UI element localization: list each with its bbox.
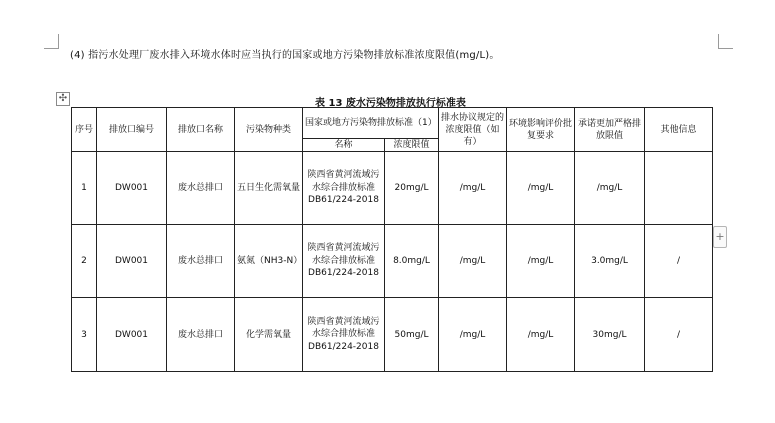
cell-seq: 1 bbox=[72, 152, 97, 225]
header-eia-requirement: 环境影响评价批复要求 bbox=[507, 108, 575, 152]
cell-seq: 2 bbox=[72, 225, 97, 298]
cell-standard-name: 陕西省黄河流域污水综合排放标准 DB61/224-2018 bbox=[303, 152, 385, 225]
header-commitment-limit: 承诺更加严格排放限值 bbox=[575, 108, 645, 152]
header-outlet-name: 排放口名称 bbox=[167, 108, 235, 152]
header-pollutant: 污染物种类 bbox=[235, 108, 303, 152]
cell-commitment-limit: /mg/L bbox=[575, 152, 645, 225]
table-row bbox=[72, 152, 713, 225]
header-seq: 序号 bbox=[72, 108, 97, 152]
cell-other-info: / bbox=[645, 298, 713, 372]
cell-standard-limit: 50mg/L bbox=[385, 298, 439, 372]
header-agreement-limit: 排水协议规定的浓度限值（如有） bbox=[439, 108, 507, 152]
margin-corner-top-right bbox=[718, 34, 733, 49]
cell-other-info: / bbox=[645, 225, 713, 298]
cell-outlet-name: 废水总排口 bbox=[167, 298, 235, 372]
cell-eia-requirement: /mg/L bbox=[507, 298, 575, 372]
table-row bbox=[72, 298, 713, 372]
add-row-button[interactable]: + bbox=[713, 226, 727, 248]
cell-eia-requirement: /mg/L bbox=[507, 225, 575, 298]
cell-other-info bbox=[645, 152, 713, 225]
header-outlet-id: 排放口编号 bbox=[97, 108, 167, 152]
table-row bbox=[72, 225, 713, 298]
header-standard-limit: 浓度限值 bbox=[385, 139, 439, 152]
margin-corner-top-left bbox=[44, 34, 59, 49]
cell-pollutant: 氨氮（NH3-N） bbox=[235, 225, 303, 298]
cell-standard-name: 陕西省黄河流域污水综合排放标准 DB61/224-2018 bbox=[303, 298, 385, 372]
cell-agreement-limit: /mg/L bbox=[439, 225, 507, 298]
cell-commitment-limit: 30mg/L bbox=[575, 298, 645, 372]
cell-seq: 3 bbox=[72, 298, 97, 372]
cell-agreement-limit: /mg/L bbox=[439, 298, 507, 372]
cell-standard-limit: 20mg/L bbox=[385, 152, 439, 225]
emission-standards-table bbox=[71, 107, 713, 372]
cell-pollutant: 五日生化需氧量 bbox=[235, 152, 303, 225]
cell-pollutant: 化学需氧量 bbox=[235, 298, 303, 372]
cell-eia-requirement: /mg/L bbox=[507, 152, 575, 225]
table-caption: 表 13 废水污染物排放执行标准表 bbox=[315, 98, 466, 109]
cell-commitment-limit: 3.0mg/L bbox=[575, 225, 645, 298]
header-other-info: 其他信息 bbox=[645, 108, 713, 152]
cell-outlet-name: 废水总排口 bbox=[167, 152, 235, 225]
footnote-text: (4) 指污水处理厂废水排入环境水体时应当执行的国家或地方污染物排放标准浓度限值(mg/L)。 bbox=[70, 50, 500, 61]
table-header-row bbox=[72, 108, 713, 139]
cell-outlet-id: DW001 bbox=[97, 225, 167, 298]
table-move-handle-icon[interactable]: ✣ bbox=[56, 92, 70, 106]
cell-outlet-name: 废水总排口 bbox=[167, 225, 235, 298]
cell-outlet-id: DW001 bbox=[97, 298, 167, 372]
cell-outlet-id: DW001 bbox=[97, 152, 167, 225]
cell-agreement-limit: /mg/L bbox=[439, 152, 507, 225]
cell-standard-name: 陕西省黄河流域污水综合排放标准 DB61/224-2018 bbox=[303, 225, 385, 298]
header-standard-name: 名称 bbox=[303, 139, 385, 152]
header-national-standard: 国家或地方污染物排放标准（1） bbox=[303, 108, 439, 139]
cell-standard-limit: 8.0mg/L bbox=[385, 225, 439, 298]
